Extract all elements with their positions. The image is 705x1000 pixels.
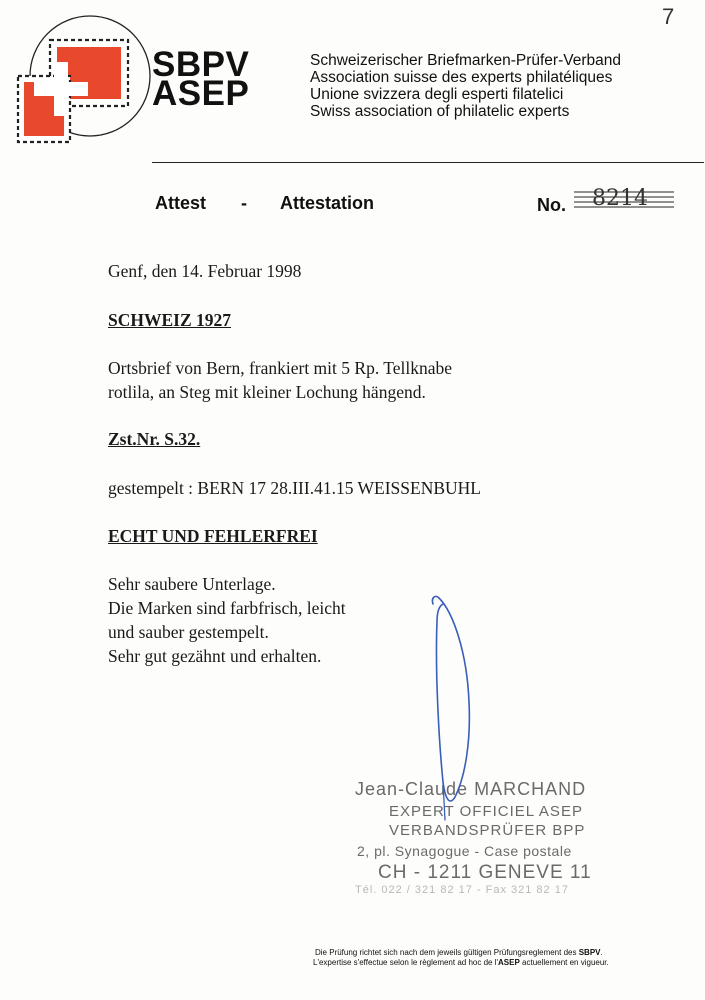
footer-line-fr: L'expertise s'effectue selon le règlement ad hoc de l'ASEP actuellement en vigueur. — [313, 958, 609, 967]
association-name-de: Schweizerischer Briefmarken-Prüfer-Verband — [310, 52, 621, 69]
remark-line-1: Sehr saubere Unterlage. — [108, 574, 276, 594]
number-label: No. — [537, 195, 566, 215]
remark-line-3: und sauber gestempelt. — [108, 622, 269, 642]
handwritten-signature — [415, 592, 490, 822]
expert-address: 2, pl. Synagogue - Case postale — [357, 843, 572, 859]
expert-title-asep: EXPERT OFFICIEL ASEP — [389, 803, 583, 820]
association-name-it: Unione svizzera degli esperti filatelici — [310, 86, 564, 103]
verdict: ECHT UND FEHLERFREI — [108, 526, 318, 546]
association-name-fr: Association suisse des experts philatéliques — [310, 69, 613, 86]
sbpv-asep-logo — [12, 14, 152, 154]
header-divider — [152, 162, 704, 163]
corner-handwritten-mark: 7 — [662, 4, 675, 29]
cancel-line: gestempelt : BERN 17 28.III.41.15 WEISSENBUHL — [108, 478, 481, 498]
description-line-1: Ortsbrief von Bern, frankiert mit 5 Rp. Tellknabe — [108, 358, 452, 378]
certificate-number-value: 8214 — [592, 186, 648, 211]
expert-name: Jean-Claude MARCHAND — [355, 779, 587, 799]
association-name-en: Swiss association of philatelic experts — [310, 103, 570, 120]
brand-sbpv: SBPV — [152, 45, 250, 84]
expert-title-bpp: VERBANDSPRÜFER BPP — [389, 822, 586, 839]
expert-city: CH - 1211 GENEVE 11 — [378, 862, 592, 883]
catalogue-reference: Zst.Nr. S.32. — [108, 429, 201, 449]
expert-phone: Tél. 022 / 321 82 17 - Fax 321 82 17 — [355, 884, 569, 896]
certificate-number — [574, 179, 674, 213]
remark-line-4: Sehr gut gezähnt und erhalten. — [108, 646, 322, 666]
date-line: Genf, den 14. Februar 1998 — [108, 261, 302, 281]
brand-asep: ASEP — [152, 74, 250, 113]
title-attest: Attest — [155, 193, 207, 213]
remark-line-2: Die Marken sind farbfrisch, leicht — [108, 598, 346, 618]
title-dash: - — [241, 193, 247, 213]
description-line-2: rotlila, an Steg mit kleiner Lochung hängend. — [108, 382, 426, 402]
footer-line-de: Die Prüfung richtet sich nach dem jeweils gültigen Prüfungsreglement des SBPV. — [315, 948, 603, 957]
title-attestation: Attestation — [280, 193, 374, 213]
country-heading: SCHWEIZ 1927 — [108, 310, 232, 330]
